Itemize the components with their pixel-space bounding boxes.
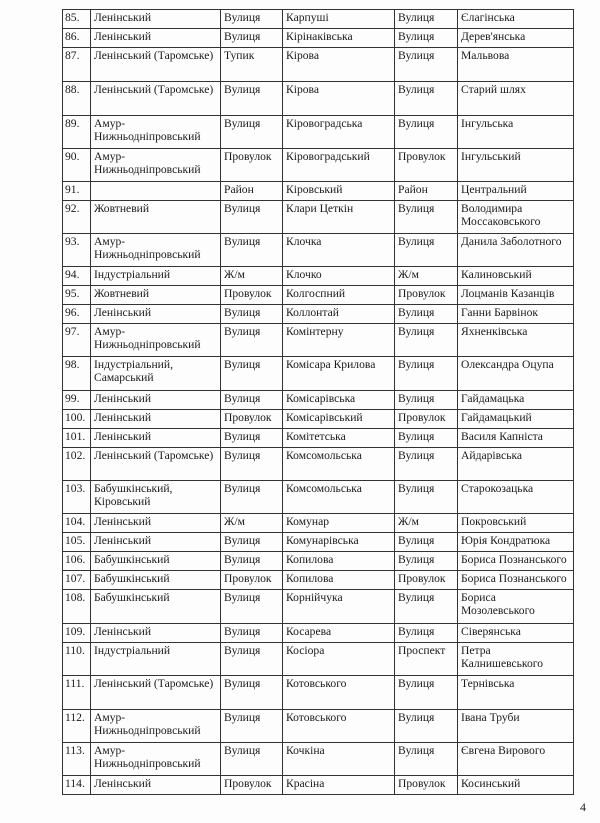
table-row [63,149,574,182]
table-row [63,590,574,624]
new-type-cell: Вулиця [395,29,458,48]
old-name-cell: Комунар [283,514,395,533]
new-type-cell: Провулок [395,286,458,305]
table-row [63,29,574,48]
old-name-cell: Комітетська [283,429,395,448]
row-number: 107. [63,571,91,590]
old-type-cell: Вулиця [221,552,283,571]
old-type-cell: Вулиця [221,710,283,743]
district-cell: Індустріальний, Самарський [91,357,221,391]
district-cell: Ленінський (Таромське) [91,676,221,710]
old-name-cell: Котовського [283,676,395,710]
old-name-cell: Кірова [283,48,395,82]
table-row [63,10,574,29]
old-type-cell: Вулиця [221,676,283,710]
table-row [63,116,574,149]
new-name-cell: Петра Калнишевського [458,643,574,676]
table-row [63,776,574,795]
new-name-cell: Бориса Мозолевського [458,590,574,624]
page-number: 4 [580,800,586,814]
new-type-cell: Вулиця [395,10,458,29]
new-name-cell: Дерев'янська [458,29,574,48]
new-type-cell: Вулиця [395,552,458,571]
new-type-cell: Вулиця [395,710,458,743]
table-row [63,48,574,82]
district-cell: Ленінський [91,533,221,552]
old-name-cell: Копилова [283,552,395,571]
row-number: 99. [63,391,91,410]
old-name-cell: Комінтерну [283,324,395,357]
old-name-cell: Корнійчука [283,590,395,624]
old-name-cell: Комісарівська [283,391,395,410]
new-type-cell: Вулиця [395,324,458,357]
old-type-cell: Вулиця [221,29,283,48]
old-name-cell: Кіровоградська [283,116,395,149]
new-name-cell: Яхненківська [458,324,574,357]
row-number: 113. [63,743,91,776]
table-row [63,624,574,643]
old-type-cell: Провулок [221,571,283,590]
old-type-cell: Вулиця [221,10,283,29]
row-number: 106. [63,552,91,571]
district-cell: Ленінський [91,776,221,795]
district-cell: Ленінський (Таромське) [91,82,221,116]
district-cell: Ленінський [91,429,221,448]
row-number: 102. [63,448,91,481]
new-type-cell: Вулиця [395,82,458,116]
new-type-cell: Провулок [395,571,458,590]
district-cell: Амур-Нижньодніпровський [91,743,221,776]
table-row [63,676,574,710]
old-name-cell: Клари Цеткін [283,201,395,234]
table-row [63,743,574,776]
table-row [63,305,574,324]
table-row [63,481,574,514]
table-body [63,10,574,795]
old-type-cell: Провулок [221,149,283,182]
old-name-cell: Красіна [283,776,395,795]
new-name-cell: Косинський [458,776,574,795]
old-type-cell: Ж/м [221,514,283,533]
district-cell: Ленінський (Таромське) [91,48,221,82]
new-type-cell: Вулиця [395,448,458,481]
old-name-cell: Комісарівський [283,410,395,429]
new-name-cell: Калиновський [458,267,574,286]
new-name-cell: Гайдамацький [458,410,574,429]
new-name-cell: Айдарівська [458,448,574,481]
table-row [63,324,574,357]
row-number: 98. [63,357,91,391]
old-type-cell: Вулиця [221,590,283,624]
new-type-cell: Ж/м [395,267,458,286]
district-cell: Ленінський [91,305,221,324]
old-name-cell: Карпуші [283,10,395,29]
new-name-cell: Мальвова [458,48,574,82]
district-cell: Жовтневий [91,201,221,234]
new-name-cell: Ганни Барвінок [458,305,574,324]
new-type-cell: Провулок [395,776,458,795]
table-row [63,82,574,116]
new-name-cell: Сіверянська [458,624,574,643]
old-type-cell: Вулиця [221,201,283,234]
district-cell: Ленінський [91,410,221,429]
district-cell: Бабушкінський [91,590,221,624]
old-name-cell: Косарева [283,624,395,643]
table-row [63,286,574,305]
table-row [63,357,574,391]
rename-table [62,9,574,795]
district-cell: Амур-Нижньодніпровський [91,116,221,149]
old-name-cell: Кірінаківська [283,29,395,48]
district-cell: Ленінський [91,10,221,29]
old-name-cell: Копилова [283,571,395,590]
table-row [63,267,574,286]
district-cell: Бабушкінський, Кіровський [91,481,221,514]
district-cell: Амур-Нижньодніпровський [91,234,221,267]
old-name-cell: Кірова [283,82,395,116]
old-name-cell: Клочка [283,234,395,267]
new-name-cell: Олександра Оцупа [458,357,574,391]
new-type-cell: Вулиця [395,743,458,776]
old-type-cell: Тупик [221,48,283,82]
district-cell: Індустріальний [91,267,221,286]
row-number: 91. [63,182,91,201]
district-cell: Ленінський [91,391,221,410]
old-type-cell: Вулиця [221,234,283,267]
district-cell: Жовтневий [91,286,221,305]
row-number: 97. [63,324,91,357]
new-type-cell: Вулиця [395,533,458,552]
old-name-cell: Колгоспний [283,286,395,305]
old-name-cell: Кіровський [283,182,395,201]
old-type-cell: Провулок [221,776,283,795]
new-name-cell: Старокозацька [458,481,574,514]
old-type-cell: Вулиця [221,82,283,116]
new-type-cell: Проспект [395,643,458,676]
row-number: 88. [63,82,91,116]
old-type-cell: Вулиця [221,429,283,448]
old-name-cell: Клочко [283,267,395,286]
district-cell: Ленінський (Таромське) [91,448,221,481]
new-type-cell: Район [395,182,458,201]
new-name-cell: Євгена Вирового [458,743,574,776]
new-name-cell: Данила Заболотного [458,234,574,267]
district-cell: Ленінський [91,514,221,533]
district-cell: Індустріальний [91,643,221,676]
new-name-cell: Юрія Кондратюка [458,533,574,552]
row-number: 111. [63,676,91,710]
old-type-cell: Вулиця [221,357,283,391]
old-name-cell: Комісара Крилова [283,357,395,391]
old-type-cell: Вулиця [221,533,283,552]
table-row [63,429,574,448]
old-type-cell: Вулиця [221,324,283,357]
old-type-cell: Район [221,182,283,201]
district-cell: Бабушкінський [91,552,221,571]
new-name-cell: Гайдамацька [458,391,574,410]
old-type-cell: Вулиця [221,481,283,514]
old-type-cell: Провулок [221,286,283,305]
old-type-cell: Вулиця [221,391,283,410]
row-number: 114. [63,776,91,795]
table-row [63,410,574,429]
new-name-cell: Івана Труби [458,710,574,743]
new-name-cell: Центральний [458,182,574,201]
table-row [63,448,574,481]
row-number: 105. [63,533,91,552]
table-row [63,643,574,676]
table-row [63,182,574,201]
new-type-cell: Вулиця [395,116,458,149]
new-type-cell: Вулиця [395,590,458,624]
district-cell [91,182,221,201]
new-name-cell: Бориса Познанського [458,552,574,571]
new-name-cell: Покровський [458,514,574,533]
row-number: 86. [63,29,91,48]
old-type-cell: Ж/м [221,267,283,286]
row-number: 104. [63,514,91,533]
new-type-cell: Вулиця [395,676,458,710]
row-number: 95. [63,286,91,305]
row-number: 89. [63,116,91,149]
old-name-cell: Котовського [283,710,395,743]
row-number: 100. [63,410,91,429]
table-row [63,571,574,590]
old-name-cell: Комунарівська [283,533,395,552]
table-row [63,391,574,410]
district-cell: Амур-Нижньодніпровський [91,149,221,182]
table-row [63,234,574,267]
new-type-cell: Вулиця [395,357,458,391]
table-row [63,533,574,552]
new-type-cell: Провулок [395,410,458,429]
new-type-cell: Ж/м [395,514,458,533]
new-name-cell: Василя Капніста [458,429,574,448]
old-name-cell: Косіора [283,643,395,676]
new-type-cell: Вулиця [395,624,458,643]
table-row [63,552,574,571]
new-type-cell: Вулиця [395,48,458,82]
old-name-cell: Кочкіна [283,743,395,776]
district-cell: Амур-Нижньодніпровський [91,324,221,357]
row-number: 108. [63,590,91,624]
district-cell: Амур-Нижньодніпровський [91,710,221,743]
old-type-cell: Вулиця [221,624,283,643]
new-name-cell: Бориса Познанського [458,571,574,590]
new-type-cell: Провулок [395,149,458,182]
old-type-cell: Вулиця [221,743,283,776]
new-name-cell: Лоцманів Казанців [458,286,574,305]
old-type-cell: Вулиця [221,448,283,481]
row-number: 110. [63,643,91,676]
new-name-cell: Старий шлях [458,82,574,116]
new-name-cell: Інгульська [458,116,574,149]
old-type-cell: Вулиця [221,643,283,676]
row-number: 94. [63,267,91,286]
row-number: 87. [63,48,91,82]
row-number: 92. [63,201,91,234]
new-type-cell: Вулиця [395,305,458,324]
row-number: 103. [63,481,91,514]
row-number: 112. [63,710,91,743]
old-type-cell: Вулиця [221,116,283,149]
old-name-cell: Комсомольська [283,481,395,514]
old-type-cell: Вулиця [221,305,283,324]
row-number: 109. [63,624,91,643]
new-name-cell: Єлагінська [458,10,574,29]
new-type-cell: Вулиця [395,429,458,448]
old-name-cell: Комсомольська [283,448,395,481]
new-type-cell: Вулиця [395,201,458,234]
new-type-cell: Вулиця [395,391,458,410]
row-number: 101. [63,429,91,448]
old-type-cell: Провулок [221,410,283,429]
table-row [63,514,574,533]
old-name-cell: Коллонтай [283,305,395,324]
new-name-cell: Володимира Моссаковського [458,201,574,234]
district-cell: Ленінський [91,29,221,48]
new-type-cell: Вулиця [395,234,458,267]
district-cell: Ленінський [91,624,221,643]
table-row [63,201,574,234]
old-name-cell: Кіровоградський [283,149,395,182]
row-number: 93. [63,234,91,267]
row-number: 96. [63,305,91,324]
new-name-cell: Інгульський [458,149,574,182]
new-type-cell: Вулиця [395,481,458,514]
row-number: 90. [63,149,91,182]
table-row [63,710,574,743]
district-cell: Бабушкінський [91,571,221,590]
new-name-cell: Тернівська [458,676,574,710]
row-number: 85. [63,10,91,29]
